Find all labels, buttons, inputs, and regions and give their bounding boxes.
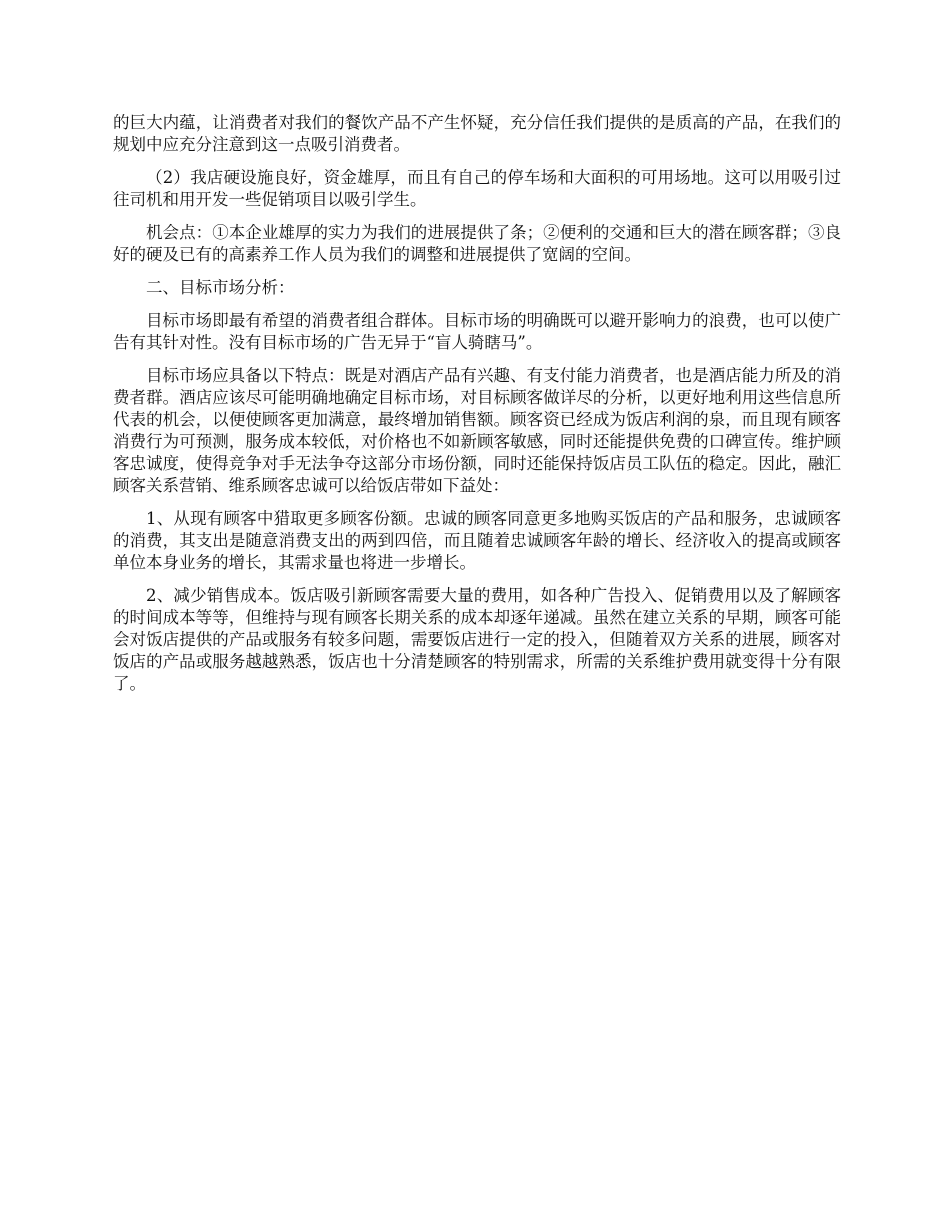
document-page (113, 112, 841, 706)
paragraph-benefit-2: 2、减少销售成本。饭店吸引新顾客需要大量的费用，如各种广告投入、促销费用以及了解顾客的时间成本等等，但维持与现有顾客长期关系的成本却逐年递减。虽然在建立关系的早期，顾客可能会对饭店提供的产品或服务有较多问题，需要饭店进行一定的投入，但随着双方关系的进展，顾客对饭店的产品或服务越越熟悉，饭店也十分清楚顾客的特别需求，所需的关系维护费用就变得十分有限了。 (113, 586, 841, 693)
paragraph-benefit-1: 1、从现有顾客中猎取更多顾客份额。忠诚的顾客同意更多地购买饭店的产品和服务，忠诚顾客的消费，其支出是随意消费支出的两到四倍，而且随着忠诚顾客年龄的增长、经济收入的提高或顾客单位本身业务的增长，其需求量也将进一步增长。 (113, 509, 841, 572)
section-heading-target-market: 二、目标市场分析： (146, 278, 295, 297)
paragraph-continuation: 的巨大内蕴，让消费者对我们的餐饮产品不产生怀疑，充分信任我们提供的是质高的产品，在我们的规划中应充分注意到这一点吸引消费者。 (113, 113, 841, 154)
paragraph-target-market-definition: 目标市场即最有希望的消费者组合群体。目标市场的明确既可以避开影响力的浪费，也可以使广告有其针对性。没有目标市场的广告无异于“盲人骑瞎马”。 (113, 311, 841, 352)
paragraph-target-market-features: 目标市场应具备以下特点：既是对酒店产品有兴趣、有支付能力消费者，也是酒店能力所及的消费者群。酒店应该尽可能明确地确定目标市场，对目标顾客做详尽的分析，以更好地利用这些信息所代表的机会，以便使顾客更加满意，最终增加销售额。顾客资已经成为饭店利润的泉，而且现有顾客消费行为可预测，服务成本较低，对价格也不如新顾客敏感，同时还能提供免费的口碑宣传。维护顾客忠诚度，使得竞争对手无法争夺这部分市场份额，同时还能保持饭店员工队伍的稳定。因此，融汇顾客关系营销、维系顾客忠诚可以给饭店带如下益处： (113, 366, 841, 495)
paragraph-facilities: （2）我店硬设施良好，资金雄厚，而且有自己的停车场和大面积的可用场地。这可以用吸引过往司机和用开发一些促销项目以吸引学生。 (113, 168, 841, 209)
paragraph-opportunities: 机会点：①本企业雄厚的实力为我们的进展提供了条；②便利的交通和巨大的潜在顾客群；③良好的硬及已有的高素养工作人员为我们的调整和进展提供了宽阔的空间。 (113, 223, 841, 264)
